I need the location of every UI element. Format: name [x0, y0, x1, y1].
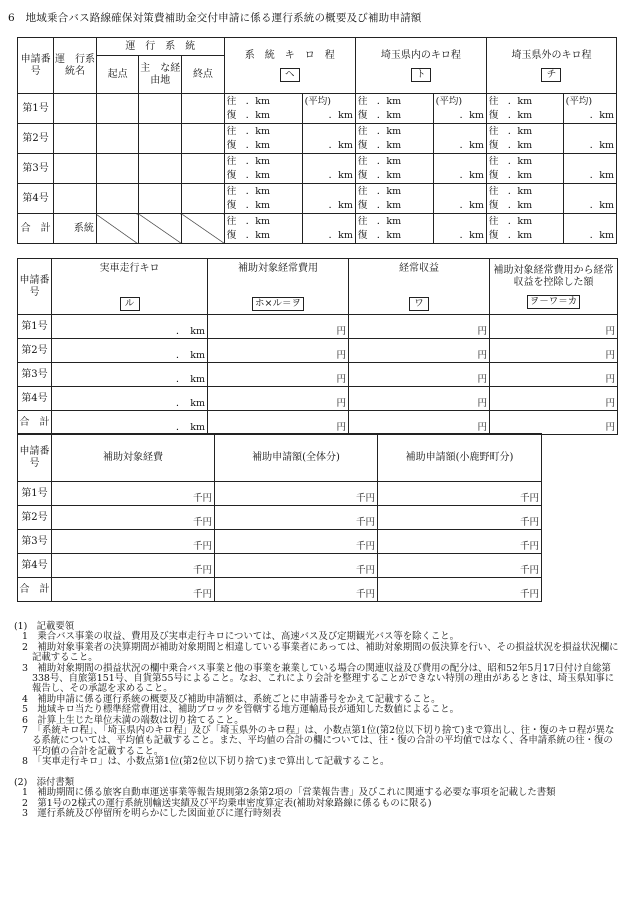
table-row-total [18, 214, 617, 244]
table-row [18, 339, 618, 363]
km-cell[interactable]: 往 ．km 復 ．km [486, 94, 563, 124]
revenue-cell[interactable]: 円 [349, 411, 490, 435]
header-revenue: 経常収益 ワ [349, 259, 490, 315]
km-cell[interactable]: 往 ．km 復 ．km [486, 184, 563, 214]
avg-cell[interactable]: ．km [302, 184, 355, 214]
avg-cell[interactable]: ．km [302, 154, 355, 184]
note-item: 8 「実車走行キロ」は、小数点第1位(第2位以下切り捨て)まで算出して記載すること。 [22, 756, 390, 768]
deficit-cell[interactable]: 円 [490, 387, 618, 411]
attachment-item: 2 第1号の2様式の運行系統別輸送実績及び平均乗車密度算定表(補助対象路線に係るものに限る) [22, 797, 432, 809]
diagonal-cell [182, 214, 225, 244]
avg-cell[interactable]: ．km [433, 214, 486, 244]
subsidy-cost-cell[interactable]: 円 [208, 339, 349, 363]
box-to: ト [411, 68, 431, 82]
table-row [18, 184, 617, 214]
row-label: 第3号 [18, 363, 52, 387]
deficit-cell[interactable]: 円 [490, 315, 618, 339]
note-item: 5 地域キロ当たり標準経常費用は、補助ブロックを管轄する地方運輸局長が通知した数値によること。 [22, 704, 460, 716]
avg-cell[interactable]: (平均) ．km [563, 94, 616, 124]
subsidy-cost-cell[interactable]: 円 [208, 411, 349, 435]
route-name-cell[interactable] [54, 94, 97, 124]
notes-heading-2: (2) 添付書類 [14, 776, 75, 788]
subsidy-expense-cell[interactable]: 千円 [52, 482, 215, 506]
subsidy-expense-cell[interactable]: 千円 [52, 554, 215, 578]
header-subsidy-cost: 補助対象経常費用 ホ×ル＝ヲ [208, 259, 349, 315]
note-item: 4 補助申請に係る運行系統の概要及び補助申請額は、系統ごとに申請番号をかえて記載すること。 [22, 693, 441, 705]
box-wo-wa-ka: ヲ－ワ＝カ [527, 295, 581, 309]
km-cell[interactable]: 往 ．km 復 ．km [224, 214, 302, 244]
row-label: 第2号 [18, 506, 52, 530]
revenue-cell[interactable]: 円 [349, 315, 490, 339]
note-item: 6 計算上生じた単位未満の端数は切り捨てること。 [22, 714, 244, 726]
row-label: 第2号 [18, 124, 54, 154]
note-item: 3 補助対象期間の損益状況の欄中乗合バス事業と他の事業を兼業している場合の関連収益及び費用の配分は、昭和52年5月17日付け自総第338号、自旅第151号、自貨第55号によること。なお、これにより会計を整理することができない特別の理由があるときは、埼玉県知事に報告し、その承認を求めること。 [22, 662, 615, 695]
km-cell[interactable]: 往 ．km 復 ．km [486, 154, 563, 184]
actual-km-cell[interactable]: ． km [52, 387, 208, 411]
application-total-cell[interactable]: 千円 [215, 482, 378, 506]
header-route-name: 運 行系統名 [54, 38, 97, 94]
header-route: 運 行 系 統 [96, 38, 224, 56]
row-label: 第3号 [18, 530, 52, 554]
route-name-cell[interactable] [54, 124, 97, 154]
subsidy-cost-cell[interactable]: 円 [208, 387, 349, 411]
row-label: 第4号 [18, 387, 52, 411]
row-label: 第1号 [18, 482, 52, 506]
route-name-cell[interactable] [54, 184, 97, 214]
row-label-total: 合 計 [18, 214, 54, 244]
notes-section [14, 622, 620, 819]
start-cell[interactable] [96, 184, 139, 214]
attachment-item: 1 補助期間に係る旅客自動車運送事業等報告規則第2条第2項の「営業報告書」及びこれに関連する必要な事項を記載した書類 [22, 787, 556, 799]
subsidy-expense-cell[interactable]: 千円 [52, 578, 215, 602]
km-cell[interactable]: 往 ．km 復 ．km [486, 214, 563, 244]
avg-cell[interactable]: ．km [302, 124, 355, 154]
row-label-total: 合 計 [18, 578, 52, 602]
table-row-total [18, 411, 618, 435]
box-wa: ワ [409, 297, 429, 311]
avg-cell[interactable]: ．km [563, 154, 616, 184]
header-saitama-in-km: 埼玉県内のキロ程 ト [355, 38, 486, 94]
application-town-cell[interactable]: 千円 [378, 482, 542, 506]
header-start: 起点 [96, 56, 139, 94]
table-row [18, 387, 618, 411]
deficit-cell[interactable]: 円 [490, 411, 618, 435]
subsidy-expense-cell[interactable]: 千円 [52, 506, 215, 530]
avg-cell[interactable]: ．km [563, 214, 616, 244]
table-row [18, 124, 617, 154]
avg-cell[interactable]: ．km [433, 124, 486, 154]
revenue-cell[interactable]: 円 [349, 387, 490, 411]
table-row [18, 554, 542, 578]
route-name-cell[interactable] [54, 154, 97, 184]
km-cell[interactable]: 往 ．km 復 ．km [224, 184, 302, 214]
table-row [18, 530, 542, 554]
application-town-cell[interactable]: 千円 [378, 530, 542, 554]
row-label: 第3号 [18, 154, 54, 184]
diagonal-cell [96, 214, 139, 244]
header-saitama-out-km: 埼玉県外のキロ程 チ [486, 38, 616, 94]
table-row [18, 315, 618, 339]
attachment-item: 3 運行系統及び停留所を明らかにした図面並びに運行時刻表 [22, 807, 282, 819]
revenue-cell[interactable]: 円 [349, 363, 490, 387]
km-cell[interactable]: 往 ．km 復 ．km [224, 124, 302, 154]
header-via: 主 な経由地 [139, 56, 182, 94]
subsidy-application-table [17, 433, 542, 602]
header-application-no: 申請番号 [18, 38, 54, 94]
header-actual-km: 実車走行キロ ル [52, 259, 208, 315]
notes-heading-1: (1) 記載要領 [14, 621, 75, 632]
end-cell[interactable] [182, 184, 225, 214]
header-application-town: 補助申請額(小鹿野町分) [378, 434, 542, 482]
application-total-cell[interactable]: 千円 [215, 506, 378, 530]
table-row-total [18, 578, 542, 602]
subsidy-expense-cell[interactable]: 千円 [52, 530, 215, 554]
application-total-cell[interactable]: 千円 [215, 530, 378, 554]
row-label: 第4号 [18, 554, 52, 578]
route-summary-table [17, 37, 617, 244]
header-application-no: 申請番号 [18, 434, 52, 482]
application-town-cell[interactable]: 千円 [378, 554, 542, 578]
km-cell[interactable]: 往 ．km 復 ．km [224, 154, 302, 184]
km-cell[interactable]: 往 ．km 復 ．km [355, 214, 433, 244]
table-row [18, 482, 542, 506]
row-label-total: 合 計 [18, 411, 52, 435]
row-label: 第4号 [18, 184, 54, 214]
start-cell[interactable] [96, 124, 139, 154]
km-cell[interactable]: 往 ．km 復 ．km [355, 94, 433, 124]
header-end: 終点 [182, 56, 225, 94]
avg-cell[interactable]: ．km [433, 154, 486, 184]
application-total-cell[interactable]: 千円 [215, 578, 378, 602]
via-cell[interactable] [139, 124, 182, 154]
row-label: 第1号 [18, 315, 52, 339]
row-label: 第1号 [18, 94, 54, 124]
km-cell[interactable]: 往 ．km 復 ．km [355, 124, 433, 154]
cost-revenue-table [17, 258, 618, 435]
box-ho-ru-wo: ホ×ル＝ヲ [252, 297, 304, 311]
table-row [18, 154, 617, 184]
row-label: 第2号 [18, 339, 52, 363]
avg-cell[interactable]: ．km [433, 184, 486, 214]
header-deficit: 補助対象経常費用から経常収益を控除した額 ヲ－ワ＝カ [490, 259, 618, 315]
actual-km-cell[interactable]: ． km [52, 363, 208, 387]
avg-cell[interactable]: ．km [563, 184, 616, 214]
box-he: ヘ [280, 68, 300, 82]
avg-cell[interactable]: ．km [302, 214, 355, 244]
table-row [18, 94, 617, 124]
km-cell[interactable]: 往 ．km 復 ．km [355, 154, 433, 184]
via-cell[interactable] [139, 154, 182, 184]
application-town-cell[interactable]: 千円 [378, 578, 542, 602]
deficit-cell[interactable]: 円 [490, 339, 618, 363]
header-subsidy-expense: 補助対象経費 [52, 434, 215, 482]
avg-cell[interactable]: (平均) ．km [302, 94, 355, 124]
form-title: 6 地域乗合バス路線確保対策費補助金交付申請に係る運行系統の概要及び補助申請額 [8, 12, 422, 24]
note-item: 7 「系統キロ程」、「埼玉県内のキロ程」及び「埼玉県外のキロ程」は、小数点第1位(第2位以下切り捨て)まで算出し、往・復のキロ程が異なる系統については、平均値も記載すること。また、平均値の合計の欄については、往・復の合計の平均値ではなく、各申請系統の往・復の平均値の合計を記載すること。 [22, 725, 615, 757]
via-cell[interactable] [139, 94, 182, 124]
end-cell[interactable] [182, 154, 225, 184]
avg-cell[interactable]: (平均) ．km [433, 94, 486, 124]
subsidy-cost-cell[interactable]: 円 [208, 363, 349, 387]
start-cell[interactable] [96, 154, 139, 184]
header-route-km: 系 統 キ ロ 程 ヘ [224, 38, 355, 94]
application-total-cell[interactable]: 千円 [215, 554, 378, 578]
total-route-count: 系統 [54, 214, 97, 244]
start-cell[interactable] [96, 94, 139, 124]
actual-km-cell[interactable]: ． km [52, 411, 208, 435]
diagonal-cell [139, 214, 182, 244]
end-cell[interactable] [182, 94, 225, 124]
note-item: 2 補助対象事業者の決算期間が補助対象期間と相違している事業者にあっては、補助対象期間の仮決算を行い、その損益状況を損益状況欄に記載すること。 [22, 641, 619, 664]
via-cell[interactable] [139, 184, 182, 214]
km-cell[interactable]: 往 ．km 復 ．km [486, 124, 563, 154]
actual-km-cell[interactable]: ． km [52, 339, 208, 363]
header-application-no: 申請番号 [18, 259, 52, 315]
km-cell[interactable]: 往 ．km 復 ．km [224, 94, 302, 124]
actual-km-cell[interactable]: ． km [52, 315, 208, 339]
header-application-total: 補助申請額(全体分) [215, 434, 378, 482]
table-row [18, 506, 542, 530]
table-row [18, 363, 618, 387]
deficit-cell[interactable]: 円 [490, 363, 618, 387]
avg-cell[interactable]: ．km [563, 124, 616, 154]
end-cell[interactable] [182, 124, 225, 154]
km-cell[interactable]: 往 ．km 復 ．km [355, 184, 433, 214]
note-item: 1 乗合バス事業の収益、費用及び実車走行キロについては、高速バス及び定期観光バス等を除くこと。 [22, 631, 460, 643]
revenue-cell[interactable]: 円 [349, 339, 490, 363]
box-ru: ル [120, 297, 140, 311]
box-chi: チ [541, 68, 561, 82]
application-town-cell[interactable]: 千円 [378, 506, 542, 530]
subsidy-cost-cell[interactable]: 円 [208, 315, 349, 339]
